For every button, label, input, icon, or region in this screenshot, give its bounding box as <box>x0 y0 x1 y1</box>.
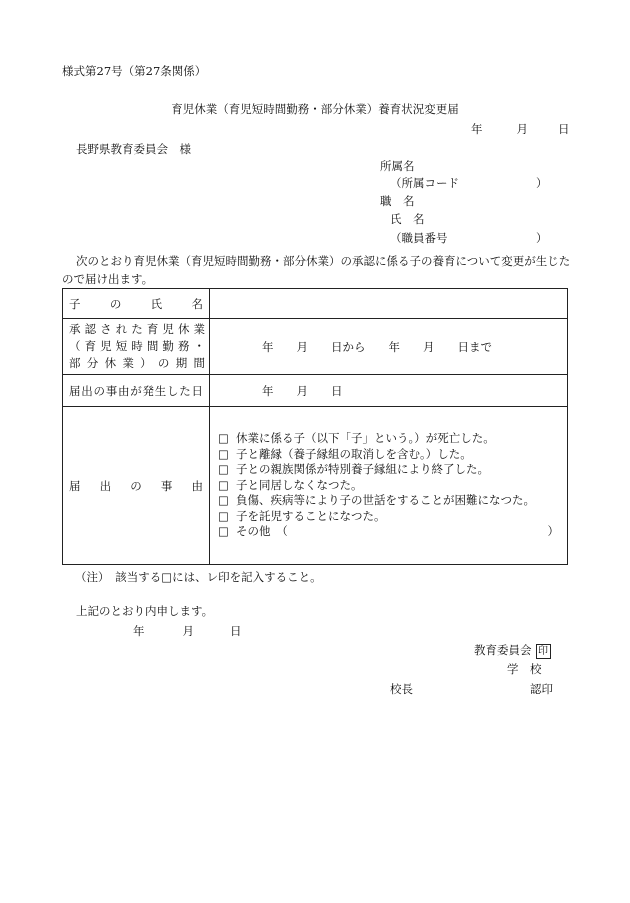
report-date <box>133 626 242 638</box>
label-char: 児 <box>100 339 112 353</box>
label-char: 間 <box>193 356 205 370</box>
child-name-label <box>69 296 209 312</box>
label-char: 日 <box>191 383 203 398</box>
label-char: ） <box>140 356 152 370</box>
principal-label: 校長 <box>390 682 413 696</box>
label-char: た <box>131 322 143 336</box>
label-char: た <box>179 383 191 398</box>
reason-text: 休業に係る子（以下「子」という。）が死亡した。 <box>236 431 495 446</box>
reason-list <box>210 431 567 540</box>
reason-text: 子と同居しなくなつた。 <box>236 477 363 492</box>
checkbox[interactable]: □ <box>218 462 229 477</box>
board-label: 教育委員会 <box>474 643 532 657</box>
label-char: さ <box>100 322 112 336</box>
label-char: 出 <box>81 383 93 398</box>
school-label: 学 校 <box>507 662 542 676</box>
label-char: 承 <box>69 322 81 336</box>
report-month: 月 <box>182 624 194 638</box>
notification-table <box>62 288 568 565</box>
date-day: 日 <box>558 122 570 136</box>
label-char: 子 <box>69 296 81 311</box>
reason-item <box>218 493 559 509</box>
period-label-line <box>69 321 209 338</box>
label-char: が <box>130 383 142 398</box>
reason-item <box>218 509 559 525</box>
label-char: の <box>109 296 122 311</box>
label-char: 休 <box>104 356 117 370</box>
period-field[interactable]: 年 月 日から 年 月 日まで <box>210 319 568 375</box>
report-year: 年 <box>133 624 145 638</box>
employee-number-close: ） <box>536 231 548 245</box>
label-char: 分 <box>86 356 99 370</box>
label-char: ・ <box>193 339 205 353</box>
name-label: 氏 名 <box>390 212 425 226</box>
child-name-field[interactable] <box>210 289 568 319</box>
label-char: 名 <box>191 296 203 311</box>
checkbox[interactable]: □ <box>218 446 229 461</box>
label-char: 短 <box>115 339 128 353</box>
label-char: 休 <box>177 322 190 336</box>
reason-text: 子と離縁（養子縁組の取消しを含む。）した。 <box>236 446 472 461</box>
label-char: 児 <box>162 322 174 336</box>
checkbox[interactable]: □ <box>218 477 229 492</box>
label-char: 由 <box>118 383 130 398</box>
reason-item <box>218 478 559 494</box>
label-char: 育 <box>146 322 159 336</box>
addressee: 長野県教育委員会 様 <box>76 142 191 156</box>
reason-item <box>218 431 559 447</box>
report-statement: 上記のとおり内申します。 <box>76 604 214 618</box>
reason-text: 子との親族関係が特別養子縁組により終了した。 <box>236 462 489 477</box>
reason-item <box>218 447 559 463</box>
position-label: 職 名 <box>380 194 415 208</box>
label-char: し <box>167 383 179 398</box>
other-close: ） <box>547 524 559 539</box>
employee-number-label: （職員番号 <box>390 231 448 245</box>
label-char: 事 <box>160 478 173 493</box>
checkbox[interactable]: □ <box>218 524 229 539</box>
label-char: れ <box>115 322 128 336</box>
other-reason-field[interactable] <box>236 524 559 540</box>
date-month: 月 <box>516 122 528 136</box>
checkbox[interactable]: □ <box>218 508 229 523</box>
affiliation-code-close: ） <box>536 176 548 190</box>
reason-label <box>69 478 209 494</box>
label-char: 発 <box>142 383 154 398</box>
affiliation-label: 所属名 <box>380 159 415 173</box>
label-char: の <box>130 478 142 493</box>
label-char: 部 <box>69 356 81 370</box>
label-char: 届 <box>69 478 81 493</box>
label-char: 生 <box>154 383 167 398</box>
period-label-cell <box>63 319 210 375</box>
other-label: その他 （ <box>236 524 288 539</box>
label-char: 由 <box>191 478 203 493</box>
label-char: 氏 <box>150 296 163 311</box>
label-char: 届 <box>69 383 81 398</box>
period-label-line <box>69 355 209 372</box>
reason-item-other <box>218 524 559 540</box>
form-number: 様式第27号（第27条関係） <box>62 64 207 78</box>
checkbox[interactable]: □ <box>218 431 229 446</box>
seal-stamp: 印 <box>536 644 551 659</box>
period-label-line <box>69 338 209 355</box>
submission-date <box>471 124 570 136</box>
occurred-label-cell <box>63 375 210 407</box>
reason-item <box>218 462 559 478</box>
note: （注） 該当する□には、レ印を記入すること。 <box>75 570 322 584</box>
label-char: 業 <box>193 322 205 336</box>
label-char: 勤 <box>162 339 174 353</box>
label-char: 期 <box>175 356 188 370</box>
child-name-label-cell <box>63 289 210 319</box>
report-day: 日 <box>230 624 242 638</box>
label-char: の <box>157 356 170 370</box>
label-char: 間 <box>146 339 159 353</box>
affiliation-code-label: （所属コード <box>390 176 459 190</box>
label-char: 事 <box>105 383 118 398</box>
reason-label-cell <box>63 407 210 565</box>
date-year: 年 <box>471 122 483 136</box>
document-title: 育児休業（育児短時間勤務・部分休業）養育状況変更届 <box>171 102 459 116</box>
principal-seal-label: 認印 <box>530 682 553 696</box>
label-char: （ <box>69 339 81 353</box>
occurred-date-field[interactable]: 年 月 日 <box>210 375 568 407</box>
occurred-date-label <box>69 383 209 399</box>
reason-text: 子を託児することになつた。 <box>236 508 386 523</box>
label-char: 時 <box>131 339 143 353</box>
board-signature <box>474 644 551 659</box>
label-char: 育 <box>84 339 97 353</box>
reason-text: 負傷、疾病等により子の世話をすることが困難になつた。 <box>236 493 535 508</box>
intro-paragraph: 次のとおり育児休業（育児短時間勤務・部分休業）の承認に係る子の養育について変更が生じたので届け出ます。 <box>62 254 571 286</box>
label-char: 認 <box>84 322 97 336</box>
reason-cell <box>210 407 568 565</box>
checkbox[interactable]: □ <box>218 493 229 508</box>
label-char: 出 <box>99 478 112 493</box>
label-char: 務 <box>177 339 190 353</box>
label-char: 業 <box>122 356 134 370</box>
label-char: の <box>93 383 105 398</box>
